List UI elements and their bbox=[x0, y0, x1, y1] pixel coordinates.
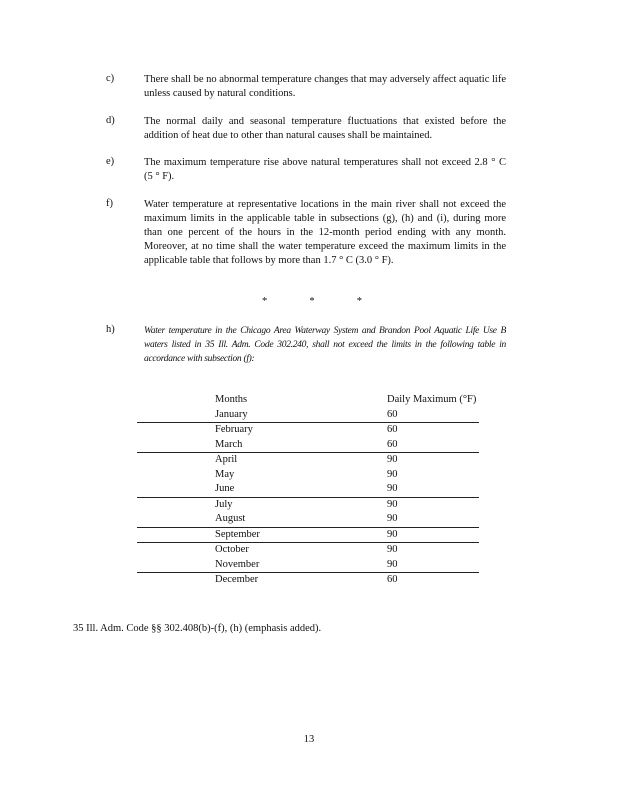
max-temp-cell: 60 bbox=[387, 423, 479, 438]
temperature-limits-table bbox=[137, 393, 479, 588]
separator-star: * bbox=[356, 296, 362, 307]
section-separator bbox=[262, 296, 362, 307]
month-cell: September bbox=[137, 527, 387, 543]
subsection-f-text: Water temperature at representative locations in the main river shall not exceed the maximum limits in the applicable table in subsections (g), (h) and (i), during more than one percent of the hours in the 12-month period ending with any month. Moreover, at no time shall the water temperature exceed the maximum limits in the applicable table that follows by more than 1.7 ° C (3.0 ° F). bbox=[144, 199, 506, 266]
month-cell: October bbox=[137, 543, 387, 558]
table-row bbox=[137, 543, 479, 558]
subsection-h bbox=[106, 324, 506, 366]
month-cell: May bbox=[215, 468, 235, 480]
subsection-d bbox=[106, 115, 506, 143]
separator-star: * bbox=[262, 296, 268, 307]
citation: 35 Ill. Adm. Code §§ 302.408(b)-(f), (h) (emphasis added). bbox=[73, 623, 322, 634]
subsection-d-label: d) bbox=[106, 115, 115, 126]
subsection-e bbox=[106, 156, 506, 184]
table-row bbox=[137, 573, 479, 588]
daily-maximum-column-header: Daily Maximum (°F) bbox=[387, 394, 477, 405]
max-temp-cell: 90 bbox=[387, 497, 479, 512]
table-row bbox=[137, 558, 479, 573]
max-temp-cell: 90 bbox=[387, 468, 398, 480]
subsection-e-label: e) bbox=[106, 156, 115, 167]
max-temp-cell: 60 bbox=[387, 408, 398, 420]
table-row bbox=[137, 527, 479, 543]
month-cell: January bbox=[215, 408, 248, 420]
subsection-c bbox=[106, 73, 506, 101]
subsection-e-text: The maximum temperature rise above natural temperatures shall not exceed 2.8 ° C (5 ° F). bbox=[144, 157, 506, 182]
month-cell: April bbox=[137, 453, 387, 468]
month-cell: December bbox=[137, 573, 387, 588]
table-row bbox=[137, 497, 479, 512]
month-cell: July bbox=[137, 497, 387, 512]
page-number: 13 bbox=[303, 734, 315, 745]
table-row bbox=[137, 453, 479, 468]
table-row bbox=[137, 408, 479, 423]
separator-star: * bbox=[309, 296, 315, 307]
max-temp-cell: 90 bbox=[387, 483, 398, 494]
subsection-h-label: h) bbox=[106, 324, 115, 335]
table-row bbox=[137, 423, 479, 438]
max-temp-cell: 90 bbox=[387, 543, 479, 558]
max-temp-cell: 60 bbox=[387, 573, 479, 588]
max-temp-cell: 60 bbox=[387, 438, 398, 450]
table-row bbox=[137, 468, 479, 483]
subsection-d-text: The normal daily and seasonal temperature fluctuations that existed before the addition of heat due to other than natural causes shall be maintained. bbox=[144, 116, 506, 141]
subsection-c-text: There shall be no abnormal temperature changes that may adversely affect aquatic life unless caused by natural conditions. bbox=[144, 74, 506, 99]
max-temp-cell: 90 bbox=[387, 527, 479, 543]
subsection-c-label: c) bbox=[106, 73, 115, 84]
month-cell: August bbox=[215, 513, 246, 524]
month-cell: November bbox=[215, 558, 260, 570]
subsection-f bbox=[106, 198, 506, 268]
max-temp-cell: 90 bbox=[387, 558, 398, 570]
table-row bbox=[137, 482, 479, 497]
table-header-row bbox=[137, 393, 479, 408]
subsection-h-text: Water temperature in the Chicago Area Waterway System and Brandon Pool Aquatic Life Use B waters listed in 35 Ill. Adm. Code 302.240, shall not exceed the limits in the following table in accordance with subsection (f): bbox=[144, 326, 506, 364]
table-row bbox=[137, 438, 479, 453]
month-cell: June bbox=[215, 483, 235, 494]
month-cell: March bbox=[215, 438, 243, 450]
max-temp-cell: 90 bbox=[387, 453, 479, 468]
months-column-header: Months bbox=[215, 394, 248, 405]
subsection-f-label: f) bbox=[106, 198, 113, 209]
month-cell: February bbox=[137, 423, 387, 438]
max-temp-cell: 90 bbox=[387, 513, 398, 524]
table-row bbox=[137, 512, 479, 527]
